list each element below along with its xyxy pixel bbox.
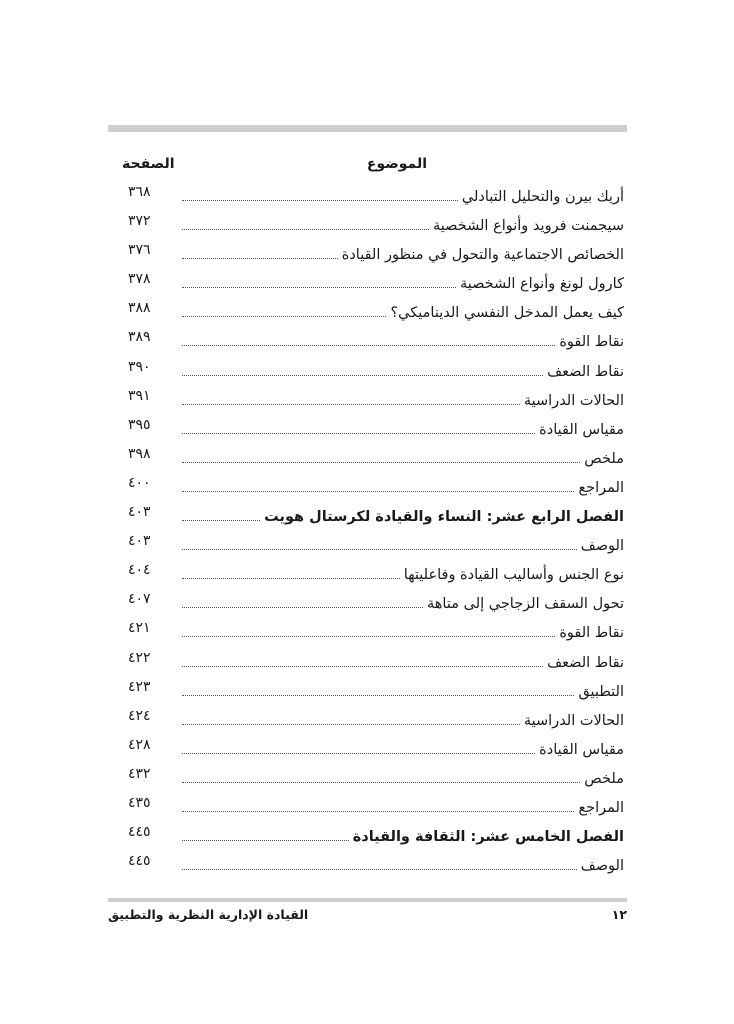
toc-entry-page: ٣٨٨ [128, 300, 151, 317]
toc-entry-row [0, 763, 734, 792]
toc-entry-row [0, 472, 734, 501]
toc-entry-title: ملخص [584, 450, 624, 467]
dot-leader [182, 461, 580, 463]
toc-entry-page: ٤٠٠ [128, 474, 151, 491]
toc-entry-line [182, 326, 624, 352]
toc-entry-title: المراجع [578, 799, 624, 816]
page-column-label: الصفحة [122, 156, 175, 172]
toc-entry-line [182, 792, 624, 818]
toc-entry-row [0, 414, 734, 443]
dot-leader [182, 199, 458, 201]
top-rule [108, 125, 627, 132]
toc-entry-title: الوصف [580, 538, 624, 555]
toc-entry-page: ٤٠٧ [128, 591, 151, 608]
toc-entry-row [0, 268, 734, 297]
toc-entry-title: نوع الجنس وأساليب القيادة وفاعليتها [403, 567, 624, 584]
dot-leader [182, 403, 520, 405]
footer-book-title: القيادة الإدارية النظرية والتطبيق [108, 907, 309, 922]
dot-leader [182, 665, 543, 667]
toc-entry-page: ٤٢٨ [128, 736, 151, 753]
toc-entry-row [0, 647, 734, 676]
toc-entry-row [0, 734, 734, 763]
toc-entry-line [182, 239, 624, 265]
table-of-contents [0, 181, 734, 879]
toc-entry-row [0, 443, 734, 472]
dot-leader [182, 315, 386, 317]
toc-entry-line [182, 297, 624, 323]
toc-entry-row [0, 181, 734, 210]
toc-entry-title: أريك بيرن والتحليل التبادلي [461, 189, 624, 205]
toc-entry-row [0, 705, 734, 734]
toc-entry-page: ٣٩٨ [128, 445, 151, 462]
toc-header [108, 152, 627, 178]
toc-entry-title: الفصل الخامس عشر: الثقافة والقيادة [352, 829, 624, 846]
toc-entry-title: كيف يعمل المدخل النفسي الديناميكي؟ [390, 305, 624, 322]
toc-entry-line [182, 850, 624, 876]
toc-entry-line [182, 210, 624, 236]
toc-entry-line [182, 356, 624, 382]
dot-leader [182, 228, 429, 230]
toc-entry-row [0, 326, 734, 355]
toc-chapter-row [0, 501, 734, 530]
toc-entry-title: نقاط القوة [559, 625, 624, 642]
dot-leader [182, 694, 574, 696]
toc-entry-title: الحالات الدراسية [523, 392, 624, 409]
dot-leader [182, 519, 260, 521]
dot-leader [182, 723, 520, 725]
toc-entry-line [182, 821, 624, 847]
toc-entry-row [0, 617, 734, 646]
toc-entry-page: ٣٧٦ [128, 242, 151, 259]
toc-entry-title: نقاط القوة [559, 334, 624, 351]
dot-leader [182, 868, 577, 870]
dot-leader [182, 577, 400, 579]
toc-entry-page: ٣٩٥ [128, 416, 151, 433]
toc-entry-line [182, 763, 624, 789]
toc-entry-page: ٣٨٩ [128, 329, 151, 346]
toc-entry-line [182, 472, 624, 498]
toc-entry-line [182, 385, 624, 411]
toc-entry-title: الخصائص الاجتماعية والتحول في منظور القيادة [341, 247, 624, 264]
dot-leader [182, 781, 580, 783]
toc-entry-page: ٤٢٢ [128, 649, 151, 666]
toc-entry-row [0, 559, 734, 588]
dot-leader [182, 257, 338, 259]
dot-leader [182, 432, 535, 434]
toc-entry-title: مقياس القيادة [539, 421, 624, 438]
dot-leader [182, 752, 535, 754]
page-footer [108, 905, 627, 929]
toc-entry-title: كارول لونغ وأنواع الشخصية [459, 276, 624, 293]
toc-entry-page: ٣٦٨ [128, 184, 151, 200]
toc-entry-row [0, 792, 734, 821]
toc-entry-title: التطبيق [578, 683, 624, 700]
dot-leader [182, 810, 574, 812]
toc-entry-title: ملخص [584, 770, 624, 787]
dot-leader [182, 839, 349, 841]
toc-entry-line [182, 501, 624, 527]
toc-entry-page: ٣٧٢ [128, 213, 151, 230]
toc-entry-line [182, 530, 624, 556]
toc-entry-page: ٣٩٠ [128, 358, 151, 375]
toc-entry-row [0, 676, 734, 705]
toc-entry-line [182, 705, 624, 731]
toc-entry-title: نقاط الضعف [547, 363, 624, 380]
toc-entry-line [182, 443, 624, 469]
toc-entry-line [182, 559, 624, 585]
toc-chapter-row [0, 821, 734, 850]
toc-entry-row [0, 850, 734, 879]
bottom-rule [108, 898, 627, 902]
toc-entry-row [0, 385, 734, 414]
toc-entry-line [182, 734, 624, 760]
toc-entry-line [182, 181, 624, 207]
dot-leader [182, 374, 543, 376]
footer-page-number: ١٢ [611, 907, 627, 922]
toc-entry-title: الفصل الرابع عشر: النساء والقيادة لكرستال هويت [264, 509, 624, 526]
dot-leader [182, 548, 577, 550]
toc-entry-page: ٤٠٤ [128, 562, 151, 579]
toc-entry-title: المراجع [578, 479, 624, 496]
toc-entry-page: ٤٠٣ [128, 504, 151, 521]
toc-entry-row [0, 588, 734, 617]
toc-entry-line [182, 617, 624, 643]
dot-leader [182, 344, 555, 346]
toc-entry-line [182, 676, 624, 702]
topic-column-label: الموضوع [366, 156, 427, 172]
toc-entry-title: تحول السقف الزجاجي إلى متاهة [427, 596, 624, 613]
toc-entry-row [0, 297, 734, 326]
toc-entry-page: ٤٢٣ [128, 678, 151, 695]
toc-entry-title: نقاط الضعف [547, 654, 624, 671]
toc-entry-title: مقياس القيادة [539, 741, 624, 758]
toc-entry-page: ٤٤٥ [128, 853, 151, 870]
toc-entry-row [0, 239, 734, 268]
toc-entry-row [0, 356, 734, 385]
dot-leader [182, 635, 555, 637]
toc-entry-title: الحالات الدراسية [523, 712, 624, 729]
toc-entry-line [182, 647, 624, 673]
toc-entry-line [182, 268, 624, 294]
toc-entry-line [182, 414, 624, 440]
toc-entry-title: سيجمنت فرويد وأنواع الشخصية [433, 218, 624, 235]
toc-entry-row [0, 530, 734, 559]
toc-entry-title: الوصف [580, 858, 624, 875]
dot-leader [182, 606, 423, 608]
toc-entry-page: ٤٢١ [128, 620, 151, 637]
toc-entry-page: ٤٠٣ [128, 533, 151, 550]
toc-entry-page: ٤٣٥ [128, 794, 151, 811]
toc-entry-page: ٤٣٢ [128, 765, 151, 782]
toc-entry-page: ٣٧٨ [128, 271, 151, 288]
toc-entry-page: ٤٢٤ [128, 707, 151, 724]
dot-leader [182, 490, 574, 492]
toc-entry-page: ٤٤٥ [128, 824, 151, 841]
toc-entry-line [182, 588, 624, 614]
dot-leader [182, 286, 456, 288]
toc-entry-page: ٣٩١ [128, 387, 151, 404]
toc-entry-row [0, 210, 734, 239]
